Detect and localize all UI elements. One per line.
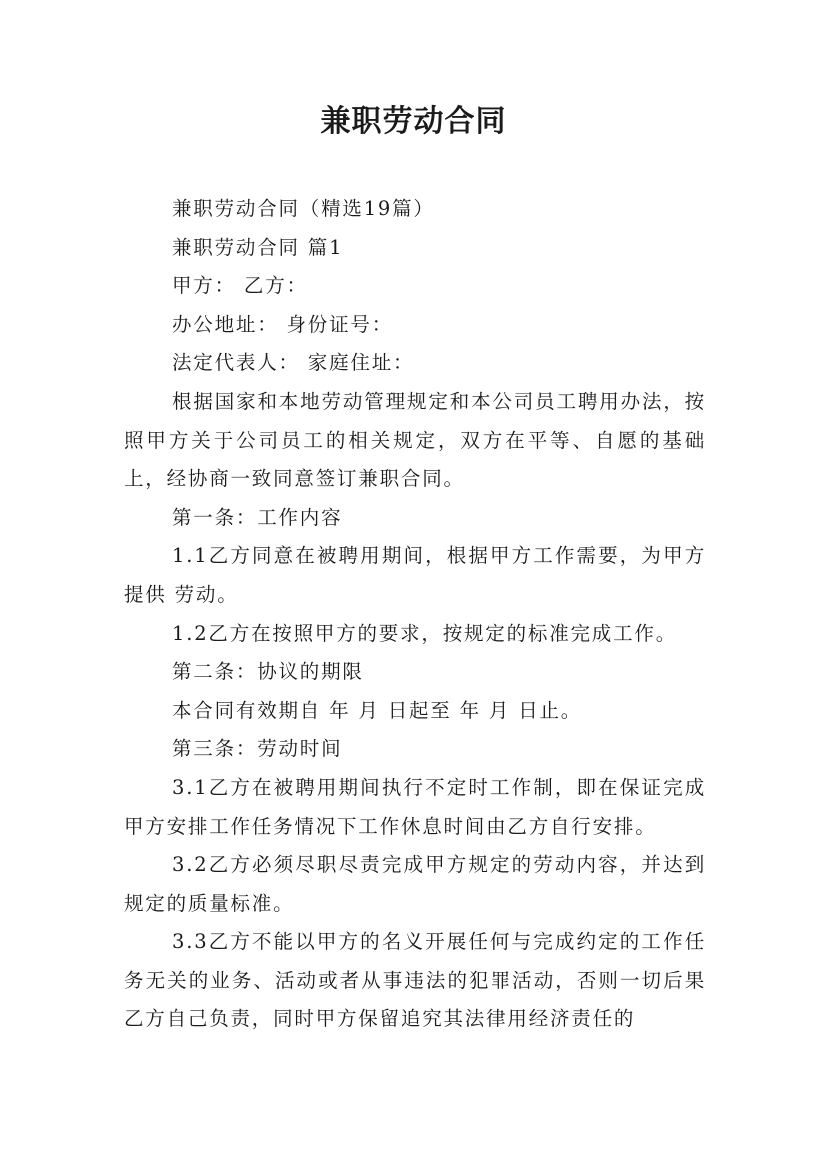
document-body [124,190,706,1039]
paragraph-address-id: 办公地址： 身份证号： [172,312,393,336]
paragraph-preamble: 根据国家和本地劳动管理规定和本公司员工聘用办法，按照甲方关于公司员工的相关规定，双方在平等、自愿的基础上，经协商一致同意签订兼职合同。 [124,389,706,491]
paragraph-clause-2-term: 本合同有效期自 年 月 日起至 年 月 日止。 [172,698,583,722]
document-title: 兼职劳动合同 [320,104,507,139]
paragraph-clause-3-heading: 第三条：劳动时间 [172,737,343,761]
paragraph-clause-1-heading: 第一条：工作内容 [172,505,343,529]
paragraph-subtitle: 兼职劳动合同（精选19篇） [172,197,435,220]
paragraph-clause-1-1: 1.1乙方同意在被聘用期间，根据甲方工作需要，为甲方提供 劳动。 [124,544,706,606]
paragraph-representative-home: 法定代表人： 家庭住址： [172,351,415,375]
paragraph-clause-2-heading: 第二条：协议的期限 [172,660,364,684]
paragraph-clause-3-1: 3.1乙方在被聘用期间执行不定时工作制，即在保证完成甲方安排工作任务情况下工作休息时间由乙方自行安排。 [124,775,706,838]
paragraph-clause-1-2: 1.2乙方在按照甲方的要求，按规定的标准完成工作。 [172,621,678,645]
paragraph-article-heading: 兼职劳动合同 篇1 [172,235,344,259]
paragraph-clause-3-3: 3.3乙方不能以甲方的名义开展任何与完成约定的工作任务无关的业务、活动或者从事违法的犯罪活动，否则一切后果乙方自己负责，同时甲方保留追究其法律用经济责任的 [124,930,706,1031]
paragraph-clause-3-2: 3.2乙方必须尽职尽责完成甲方规定的劳动内容，并达到规定的质量标准。 [124,853,706,915]
paragraph-parties: 甲方： 乙方： [172,274,308,298]
